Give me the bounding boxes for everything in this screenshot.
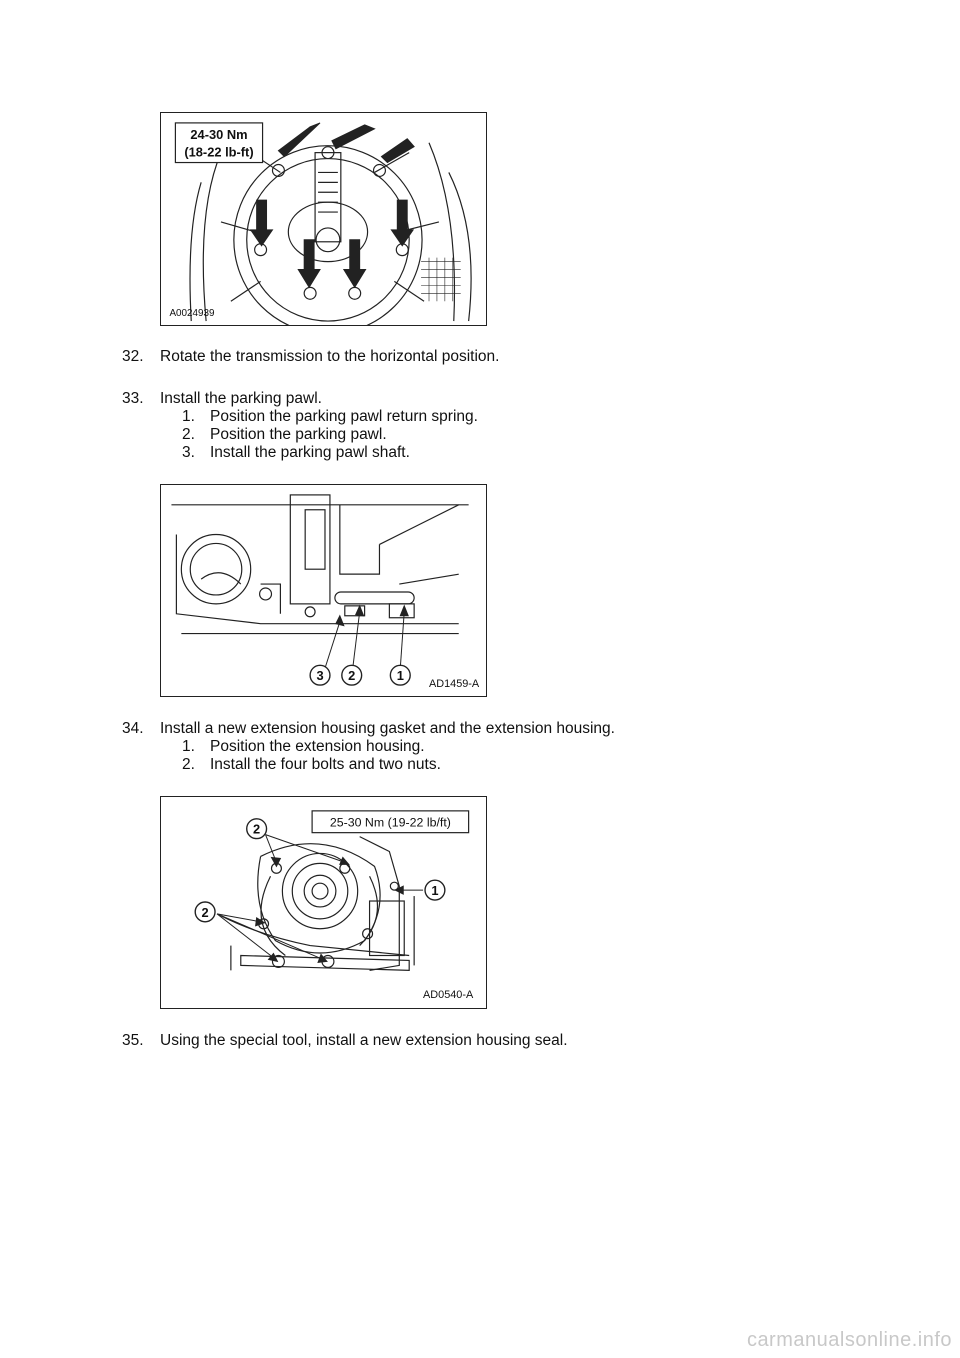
diagram-extension-housing — [161, 797, 486, 1008]
step-text: Rotate the transmission to the horizontal position. — [160, 348, 500, 365]
callout-3: 3 — [316, 668, 324, 684]
callout-2: 2 — [348, 668, 356, 684]
step-number: 35. — [122, 1032, 144, 1049]
substep-text: Position the parking pawl return spring. — [210, 408, 478, 425]
step-number: 34. — [122, 720, 144, 737]
step-35 — [122, 1032, 568, 1050]
substep-33-2 — [182, 426, 387, 444]
step-34 — [122, 720, 615, 738]
substep-number: 2. — [182, 426, 195, 443]
figure-extension-bolts — [160, 112, 487, 326]
figure-code-3: AD0540-A — [423, 989, 474, 1002]
substep-text: Position the parking pawl. — [210, 426, 387, 443]
substep-34-1 — [182, 738, 425, 756]
substep-number: 1. — [182, 408, 195, 425]
figure-parking-pawl — [160, 484, 487, 697]
substep-text: Position the extension housing. — [210, 738, 425, 755]
substep-text: Install the four bolts and two nuts. — [210, 756, 441, 773]
diagram-torque-bolts — [161, 113, 486, 325]
step-number: 32. — [122, 348, 144, 365]
torque-label-1b: (18-22 lb-ft) — [184, 144, 254, 160]
substep-number: 1. — [182, 738, 195, 755]
step-text: Using the special tool, install a new extension housing seal. — [160, 1032, 568, 1049]
step-text: Install a new extension housing gasket and the extension housing. — [160, 720, 615, 737]
substep-number: 3. — [182, 444, 195, 461]
figure-code-2: AD1459-A — [429, 678, 480, 691]
substep-33-3 — [182, 444, 410, 462]
substep-34-2 — [182, 756, 441, 774]
step-text: Install the parking pawl. — [160, 390, 322, 407]
step-33 — [122, 390, 322, 408]
torque-label-3: 25-30 Nm (19-22 lb/ft) — [329, 815, 451, 830]
torque-label-1a: 24-30 Nm — [190, 126, 248, 142]
substep-33-1 — [182, 408, 478, 426]
diagram-parking-pawl — [161, 485, 486, 696]
callout-1: 1 — [431, 883, 439, 899]
step-number: 33. — [122, 390, 144, 407]
footer-watermark: carmanualsonline.info — [746, 1329, 952, 1351]
figure-code-1: A0024939 — [169, 308, 215, 320]
callout-2-top: 2 — [253, 821, 261, 837]
callout-1: 1 — [396, 668, 404, 684]
substep-text: Install the parking pawl shaft. — [210, 444, 410, 461]
step-32 — [122, 348, 499, 366]
substep-number: 2. — [182, 756, 195, 773]
figure-extension-housing — [160, 796, 487, 1009]
callout-2-left: 2 — [201, 904, 209, 920]
